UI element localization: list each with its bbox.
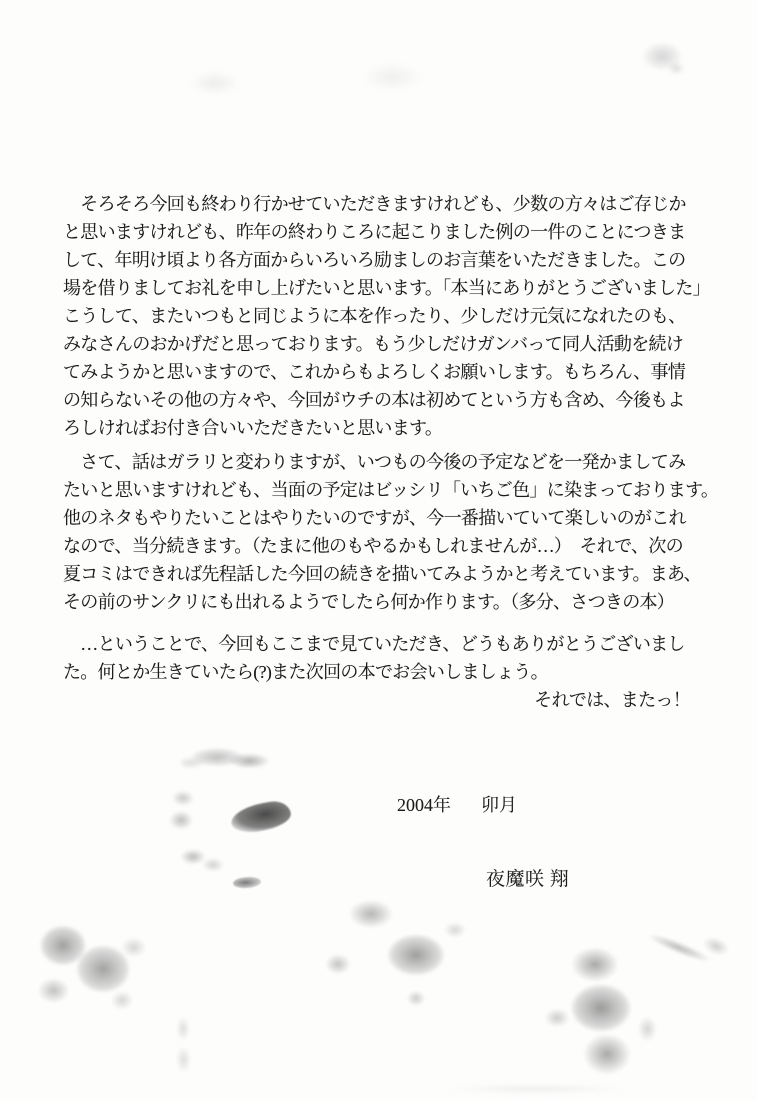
rose-stem-icon — [233, 876, 262, 889]
paragraph-plans — [63, 448, 719, 616]
rose-illustration-icon — [30, 918, 148, 1016]
afterword-line: ろしければお付き合いいただきたいと思います。 — [63, 418, 443, 438]
afterword-line: そろそろ今回も終わり行かせていただきますけれども、少数の方々はご存じか — [63, 194, 686, 214]
afterword-line: して、年明け頃より各方面からいろいろ励ましのお言葉をいただきました。この — [63, 250, 686, 270]
paragraph-closing — [63, 630, 708, 714]
afterword-line: てみようかと思いますので、これからもよろしくお願いします。もちろん、事情 — [63, 362, 686, 382]
afterword-line: …ということで、今回もここまで見ていただき、どうもありがとうございまし — [63, 634, 685, 654]
afterword-text-block — [63, 190, 719, 714]
colophon-year: 2004年 — [397, 795, 451, 815]
afterword-line: その前のサンクリにも出れるようでしたら何か作ります。（多分、さつきの本） — [63, 592, 675, 612]
rose-leaf-icon — [178, 844, 228, 876]
rose-illustration-icon — [164, 788, 202, 834]
afterword-line: なので、当分続きます。（たまに他のもやるかもしれませんが…） それで、次の — [63, 536, 683, 556]
paragraph-thanks — [63, 190, 708, 442]
signoff-line: それでは、またっ！ — [534, 690, 690, 710]
afterword-line: 夏コミはできれば先程話した今回の続きを描いてみようかと考えています。まあ、 — [63, 564, 701, 584]
rose-illustration-icon — [181, 740, 276, 778]
afterword-line: みなさんのおかげだと思っております。もう少しだけガンバって同人活動を続け — [63, 334, 684, 354]
faint-smudge-icon — [626, 33, 696, 85]
rose-illustration-icon — [323, 898, 473, 1012]
afterword-line: 他のネタもやりたいことはやりたいのですが、今一番描いていて楽しいのがこれ — [63, 508, 686, 528]
faint-smudge-icon — [345, 52, 440, 102]
colophon-author: 夜魔咲 翔 — [486, 869, 570, 890]
afterword-line: さて、話はガラリと変わりますが、いつもの今後の予定などを一発かましてみ — [63, 452, 686, 472]
rose-stem-icon — [626, 908, 732, 988]
rose-dark-petal-icon — [230, 799, 293, 834]
faint-smudge-icon — [175, 62, 255, 104]
colophon-month: 卯月 — [481, 795, 517, 815]
afterword-line: と思いますけれども、昨年の終わりころに起こりました例の一件のことにつきま — [63, 222, 686, 242]
colophon-date — [397, 791, 517, 817]
afterword-line: たいと思いますけれども、当面の予定はビッシリ「いちご色」に染まっております。 — [63, 480, 719, 500]
rose-illustration-icon — [540, 945, 662, 1085]
afterword-line: の知らないその他の方々や、今回がウチの本は初めてという方も含め、今後もよ — [63, 390, 685, 410]
faint-smudge-icon — [170, 1012, 196, 1078]
afterword-line: 場を借りましてお礼を申し上げたいと思います。「本当にありがとうございました」 — [63, 278, 710, 298]
scan-shadow — [428, 1082, 643, 1096]
afterword-line: こうして、またいつもと同じように本を作ったり、少しだけ元気になれたのも、 — [63, 306, 686, 326]
afterword-line: た。何とか生きていたら(?)また次回の本でお会いしましょう。 — [63, 662, 548, 682]
